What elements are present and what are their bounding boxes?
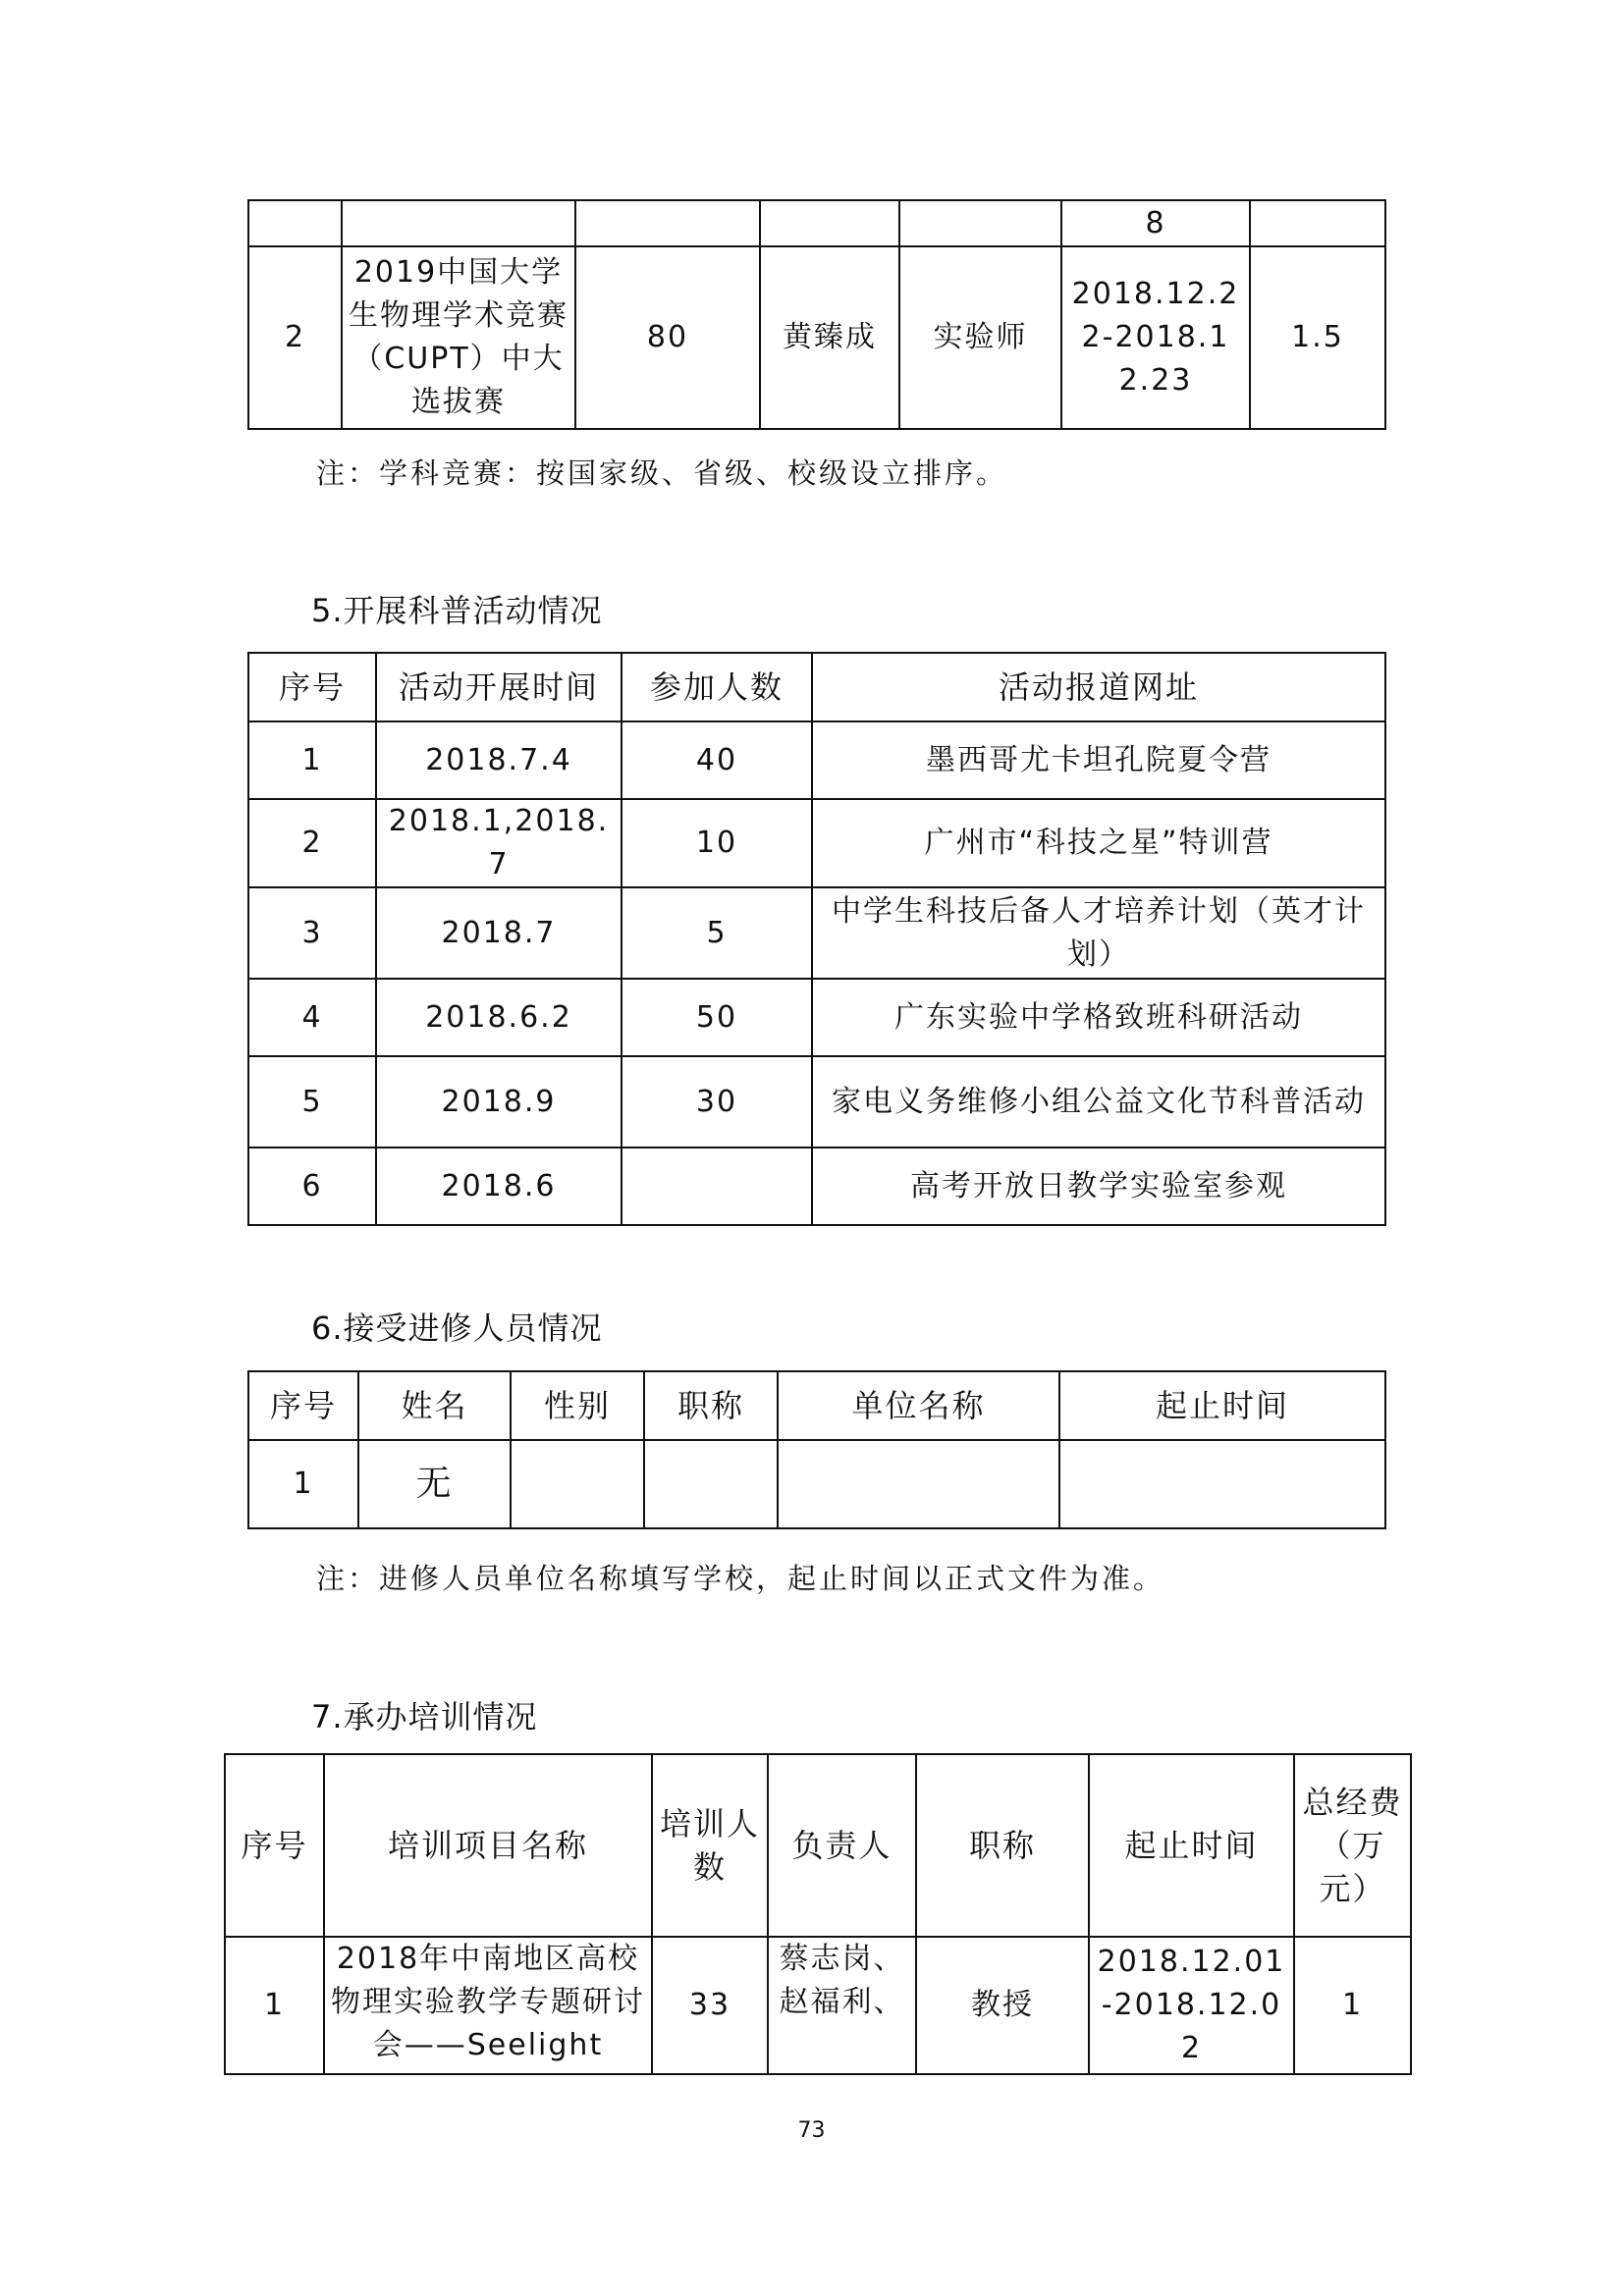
section-7-title: 7.承办培训情况 [311, 1698, 538, 1735]
column-header: 参加人数 [622, 653, 812, 721]
note-competition: 注：学科竞赛：按国家级、省级、校级设立排序。 [316, 456, 1008, 490]
participant-count: 80 [575, 246, 760, 429]
leader-title: 实验师 [899, 246, 1061, 429]
column-header: 总经费（万元） [1294, 1754, 1411, 1937]
participant-count: 50 [622, 979, 812, 1056]
table-row [225, 1937, 1411, 2074]
table-row [248, 200, 1385, 246]
table-cell [342, 200, 575, 246]
table-cell [248, 200, 342, 246]
row-number: 5 [248, 1056, 376, 1148]
table-cell [760, 200, 899, 246]
activity-desc: 广州市“科技之星”特训营 [812, 799, 1385, 887]
activity-desc: 广东实验中学格致班科研活动 [812, 979, 1385, 1056]
page-number: 73 [797, 2118, 826, 2143]
table-cell [575, 200, 760, 246]
participant-count: 5 [622, 887, 812, 979]
column-header: 姓名 [358, 1371, 511, 1440]
training-fee: 1 [1294, 1937, 1411, 2074]
column-header: 单位名称 [778, 1371, 1059, 1440]
activity-desc: 墨西哥尤卡坦孔院夏令营 [812, 721, 1385, 799]
table-header-row [225, 1754, 1411, 1937]
trainee-table [247, 1370, 1386, 1529]
row-number: 1 [225, 1937, 324, 2074]
training-name: 2018年中南地区高校物理实验教学专题研讨会——Seelight [324, 1937, 652, 2074]
table-row [248, 1440, 1385, 1528]
participant-count [622, 1148, 812, 1225]
table-row [248, 979, 1385, 1056]
popular-science-table [247, 652, 1386, 1226]
trainee-time [1059, 1440, 1385, 1528]
row-number: 1 [248, 721, 376, 799]
activity-desc: 高考开放日教学实验室参观 [812, 1148, 1385, 1225]
table-row [248, 799, 1385, 887]
column-header: 培训项目名称 [324, 1754, 652, 1937]
activity-time: 2018.6.2 [376, 979, 622, 1056]
leader: 黄臻成 [760, 246, 899, 429]
activity-time: 2018.9 [376, 1056, 622, 1148]
row-number: 2 [248, 799, 376, 887]
table-header-row [248, 1371, 1385, 1440]
row-number: 2 [248, 246, 342, 429]
trainee-title [644, 1440, 778, 1528]
activity-time: 2018.7.4 [376, 721, 622, 799]
table-row [248, 721, 1385, 799]
total-fee: 1.5 [1250, 246, 1385, 429]
column-header: 活动开展时间 [376, 653, 622, 721]
column-header: 起止时间 [1089, 1754, 1294, 1937]
training-table [224, 1753, 1412, 2075]
competition-name: 2019中国大学生物理学术竞赛（CUPT）中大选拔赛 [342, 246, 575, 429]
participant-count: 10 [622, 799, 812, 887]
row-number: 3 [248, 887, 376, 979]
participant-count: 30 [622, 1056, 812, 1148]
row-number: 1 [248, 1440, 358, 1528]
table-cell [1250, 200, 1385, 246]
table-row [248, 1148, 1385, 1225]
activity-time: 2018.1,2018.7 [376, 799, 622, 887]
column-header: 性别 [511, 1371, 644, 1440]
column-header: 职称 [916, 1754, 1089, 1937]
column-header: 序号 [225, 1754, 324, 1937]
activity-desc: 家电义务维修小组公益文化节科普活动 [812, 1056, 1385, 1148]
trainee-gender [511, 1440, 644, 1528]
table-cell [899, 200, 1061, 246]
competition-table [247, 199, 1386, 430]
table-row [248, 887, 1385, 979]
column-header: 培训人数 [652, 1754, 768, 1937]
training-leader: 蔡志岗、赵福利、 [768, 1937, 916, 2074]
trainee-unit [778, 1440, 1059, 1528]
column-header: 序号 [248, 1371, 358, 1440]
note-trainee: 注：进修人员单位名称填写学校，起止时间以正式文件为准。 [316, 1562, 1165, 1595]
column-header: 起止时间 [1059, 1371, 1385, 1440]
trainee-name: 无 [358, 1440, 511, 1528]
column-header: 活动报道网址 [812, 653, 1385, 721]
table-cell: 8 [1061, 200, 1250, 246]
section-6-title: 6.接受进修人员情况 [311, 1309, 603, 1347]
table-row [248, 246, 1385, 429]
row-number: 4 [248, 979, 376, 1056]
time-range: 2018.12.22-2018.12.23 [1061, 246, 1250, 429]
participant-count: 40 [622, 721, 812, 799]
section-5-title: 5.开展科普活动情况 [311, 592, 603, 629]
column-header: 职称 [644, 1371, 778, 1440]
training-title: 教授 [916, 1937, 1089, 2074]
activity-time: 2018.6 [376, 1148, 622, 1225]
row-number: 6 [248, 1148, 376, 1225]
column-header: 序号 [248, 653, 376, 721]
activity-desc: 中学生科技后备人才培养计划（英才计划） [812, 887, 1385, 979]
training-time: 2018.12.01-2018.12.02 [1089, 1937, 1294, 2074]
activity-time: 2018.7 [376, 887, 622, 979]
table-header-row [248, 653, 1385, 721]
column-header: 负责人 [768, 1754, 916, 1937]
training-count: 33 [652, 1937, 768, 2074]
table-row [248, 1056, 1385, 1148]
